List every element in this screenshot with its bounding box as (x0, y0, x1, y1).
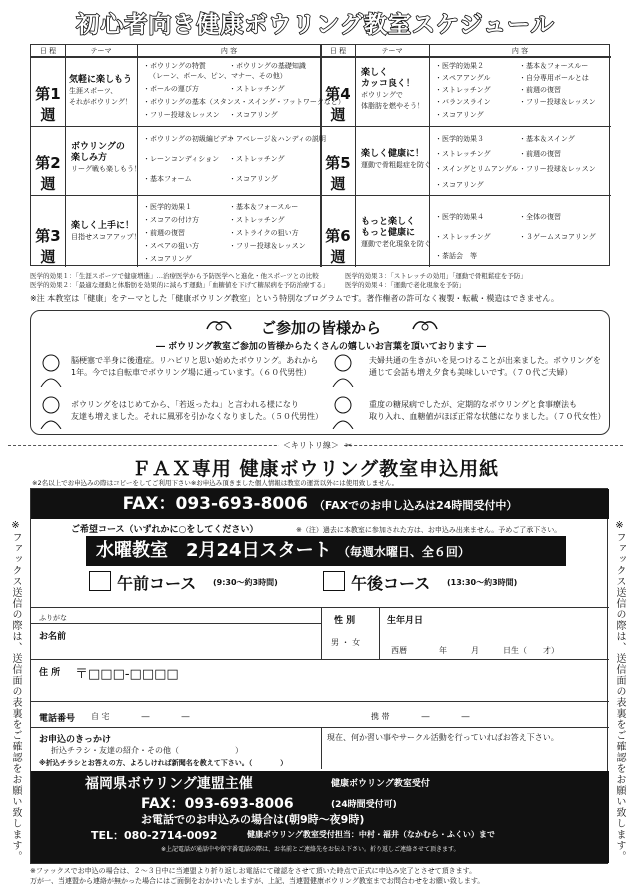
header-theme: テーマ (65, 45, 137, 57)
list-item: ・ストレッチング (435, 233, 491, 241)
voice-3: 夫婦共通の生きがいを見つけることが出来ました。ボウリングを 通じて会話も増え夕食も美味しいです。（７０代ご夫婦） (369, 356, 601, 377)
list-item: ・ストレッチング (229, 216, 285, 224)
footer-notes: ※ファックスでお申込の場合は、２～３日中に当連盟より折り返しお電話にて確認をさせて頂いた時点で正式に申込み完了とさせて頂きます。 万が一、当連盟から連絡が無かった場合にはご面倒をおかけいたしますが、上記、当連盟健康ボウリング教室までお問合わせをお願い致します。 (30, 867, 485, 885)
furigana-label: ふりがな (39, 614, 67, 622)
pm-course-checkbox[interactable] (323, 571, 345, 591)
class-banner: 水曜教室 2月24日スタート （毎週水曜日、全６回） (86, 536, 566, 566)
week-6-theme: もっと楽しく もっと健康に 運動で老化現象を防ぐ (361, 217, 431, 248)
trigger-note: ※折込チラシとお答えの方、よろしければ新聞名を教えて下さい。（ ） (39, 759, 288, 767)
list-item: ・スコアリング (143, 255, 192, 263)
list-item: ・アベレージ＆ハンディの説明 (229, 135, 327, 143)
scissors-icon: ✂ (342, 441, 353, 450)
list-item: ・スコアリング (229, 111, 278, 119)
host-sub: 健康ボウリング教室受付 (331, 779, 430, 789)
week-6-label: 第6週 (325, 227, 351, 266)
tel-heading: お電話でのお申込みの場合は(朝9時～夜9時) (141, 813, 365, 826)
form-note: ※2名以上でお申込みの際はコピーをしてご利用下さい※お申込み頂きました個人情報は教室の運営以外には使用致しません。 (32, 479, 399, 487)
elderly-woman-icon (331, 395, 355, 429)
list-item: ・ボウリングの特質 (143, 62, 206, 70)
voices-lead: ― ボウリング教室ご参加の皆様からたくさんの嬉しいお言葉を頂いております ― (155, 342, 487, 352)
sex-options[interactable]: 男 ・ 女 (331, 638, 361, 647)
cut-line-label: ＜キリトリ線＞ ✂ (0, 440, 631, 451)
list-item: ・スコアの付け方 (143, 216, 199, 224)
pm-course-label: 午後コース (351, 574, 431, 593)
tel-note: ※上記電話が通話中や留守番電話の際は、お名前とご連絡先をお伝え下さい。折り返しご連絡させて頂きます。 (161, 846, 460, 853)
list-item: ・ボウリングの基礎知識 (229, 62, 306, 70)
page-title: 初心者向き健康ボウリング教室スケジュール (76, 12, 555, 38)
am-course-checkbox[interactable] (89, 571, 111, 591)
voice-1: 脳梗塞で半身に後遺症。リハビリと思い始めたボウリング。あれから 1年。今では自転車でボウリング場に通っています。（６０代男性） (71, 356, 319, 377)
list-item: ・茶話会 等 (435, 252, 477, 260)
course-label: ご希望コース（いずれかに○をしてください） (71, 525, 259, 535)
list-item: ・バランスライン (435, 98, 491, 106)
form-title: ＦＡＸ専用 健康ボウリング教室申込用紙 (131, 458, 500, 480)
list-item: ・スコアリング (229, 175, 278, 183)
phone-label: 電話番号 (39, 714, 76, 724)
list-item: ・ボウリングの基本（スタンス・スイング・フットワークなど） (143, 98, 345, 106)
week-1-theme: 気軽に楽しもう 生涯スポーツ、 それがボウリング！ (69, 75, 133, 106)
pm-course-time: (13:30～約3時間) (447, 578, 518, 587)
list-item: ・レーンコンディション (143, 155, 220, 163)
tel-number: TEL：080-2714-0092 (91, 829, 218, 842)
tel-staff: 健康ボウリング教室受付担当：中村・福井（なかむら・ふくい）まで (247, 830, 495, 839)
course-note: ※（注）過去に本教室に参加された方は、お申込み出来ません。予めご了承下さい。 (296, 526, 562, 534)
list-item: ・スイングとリムアングル (435, 165, 519, 173)
am-course-time: (9:30～約3時間) (213, 578, 278, 587)
notes-left: 医学的効果１：「生涯スポーツで健康増進」…治療医学から予防医学へと進化・他スポーツとの比較 医学的効果２：「最適な運動と体脂肪を効果的に減らす運動」「血糖値を下げて糖尿病を予防治療する」 (30, 272, 329, 289)
list-item: ・ストライクの狙い方 (229, 229, 299, 237)
elderly-man-icon (39, 395, 63, 429)
list-item: ・ボールの運び方 (143, 85, 199, 93)
list-item: ・ストレッチング (229, 85, 285, 93)
postal-code-field[interactable]: 〒□□□-□□□□ (75, 667, 179, 682)
list-item: ・フリー投球＆レッスン (519, 98, 596, 106)
list-item: ・前週の復習 (519, 150, 561, 158)
home-phone-field[interactable]: 自 宅 ― ― (91, 712, 190, 721)
am-course-label: 午前コース (117, 574, 197, 593)
header-theme-2: テーマ (355, 45, 429, 57)
week-5-label: 第5週 (325, 154, 351, 193)
list-item: ・ストレッチング (435, 150, 491, 158)
list-item: ・スペアアングル (435, 74, 491, 82)
list-item: ・スコアリング (435, 181, 484, 189)
list-item: ・ボウリングの初級編ビデオ (143, 135, 234, 143)
list-item: ・全体の復習 (519, 213, 561, 221)
schedule-table (30, 44, 610, 266)
list-item: ・フリー投球＆レッスン (143, 111, 220, 119)
list-item: （レーン、ボール、ピン、マナー、その他） (149, 72, 287, 80)
list-item: ・前週の復習 (143, 229, 185, 237)
side-note-right: ※ファックス送信の際は、送信面の表裏をご確認をお願い致します。 (614, 520, 625, 862)
host-fax: FAX：093-693-8006 (141, 796, 294, 812)
list-item: ・基本フォーム (143, 175, 192, 183)
voice-4: 重度の糖尿病でしたが、定期的なボウリングと食事療法も 取り入れ、血糖値がほぼ正常な状態になりました。（７０代女性） (369, 400, 606, 421)
header-date: 日 程 (31, 45, 65, 57)
week-5-theme: 楽しく健康に！ 運動で骨粗鬆症を防ぐ (361, 149, 431, 169)
list-item: ・前週の復習 (519, 86, 561, 94)
application-form (30, 488, 608, 864)
birthday-format[interactable]: 西暦 年 月 日生（ 才） (391, 646, 559, 655)
name-label: お名前 (39, 632, 67, 642)
list-item: ・基本＆スイング (519, 135, 575, 143)
trigger-options[interactable]: 折込チラシ・友達の紹介・その他（ ） (51, 746, 243, 755)
list-item: ・基本＆フォースルー (519, 62, 589, 70)
list-item: ・医学的効果１ (143, 203, 192, 211)
week-3-label: 第3週 (35, 227, 61, 266)
week-4-label: 第4週 (325, 85, 351, 124)
header-date-2: 日 程 (321, 45, 355, 57)
header-content-2: 内 容 (429, 45, 611, 57)
week-2-theme: ボウリングの 楽しみ方 リーグ戦も楽しもう！ (71, 142, 141, 173)
list-item: ・自分専用ボールとは (519, 74, 589, 82)
week-1-label: 第1週 (35, 85, 61, 124)
list-item: ・ストレッチング (435, 86, 491, 94)
list-item: ・医学的効果４ (435, 213, 484, 221)
fax-banner: FAX：093-693-8006 （FAXでのお申し込みは24時間受付中） (31, 489, 609, 519)
week-2-label: 第2週 (35, 154, 61, 193)
list-item: ・医学的効果３ (435, 135, 484, 143)
host-label: 福岡県ボウリング連盟主催 (85, 776, 253, 792)
list-item: ・スコアリング (435, 111, 484, 119)
list-item: ・スペアの狙い方 (143, 242, 199, 250)
couple-icon (331, 353, 355, 387)
hands-icon (205, 315, 233, 335)
list-item: ・３ゲームスコアリング (519, 233, 596, 241)
trigger-label: お申込のきっかけ (39, 735, 112, 745)
list-item: ・ストレッチング (229, 155, 285, 163)
week-4-theme: 楽しく カッコ良く！ ボウリングで 体脂肪を燃やそう！ (361, 68, 424, 110)
birthday-label: 生年月日 (387, 616, 424, 626)
side-note-left: ※ファックス送信の際は、送信面の表裏をご確認をお願い致します。 (10, 520, 21, 862)
elderly-man-icon (39, 353, 63, 387)
list-item: ・フリー投球＆レッスン (519, 165, 596, 173)
week-3-theme: 楽しく上手に！ 目指せスコアアップ！ (71, 221, 141, 241)
contact-panel (31, 771, 609, 863)
sex-label: 性 別 (334, 616, 356, 626)
voices-heading: ご参加の皆様から (260, 319, 381, 337)
header-content: 内 容 (137, 45, 321, 57)
list-item: ・医学的効果２ (435, 62, 484, 70)
host-fax-note: (24時間受付可) (331, 800, 397, 810)
activity-question[interactable]: 現在、何か習い事やサークル活動を行っていればお答え下さい。 (327, 733, 559, 742)
notes-right: 医学的効果３：「ストレッチの効用」「運動で骨粗鬆症を予防」 医学的効果４：「運動で老化現象を予防」 (345, 272, 527, 289)
copyright-caution: ※注 本教室は「健康」をテーマとした「健康ボウリング教室」という特別なプログラムです。著作権者の許可なく複製・転載・模造はできません。 (30, 294, 559, 303)
address-label: 住 所 (39, 668, 61, 678)
voice-2: ボウリングをはじめてから、「若返ったね」と言われる様になり 友達も増えました。それに風邪を引かなくなりました。（５０代男性） (71, 400, 323, 421)
voices-box (30, 310, 610, 435)
mobile-phone-field[interactable]: 携 帯 ― ― (371, 712, 470, 721)
list-item: ・基本＆フォースルー (229, 203, 299, 211)
list-item: ・フリー投球＆レッスン (229, 242, 306, 250)
hands-icon (411, 315, 439, 335)
